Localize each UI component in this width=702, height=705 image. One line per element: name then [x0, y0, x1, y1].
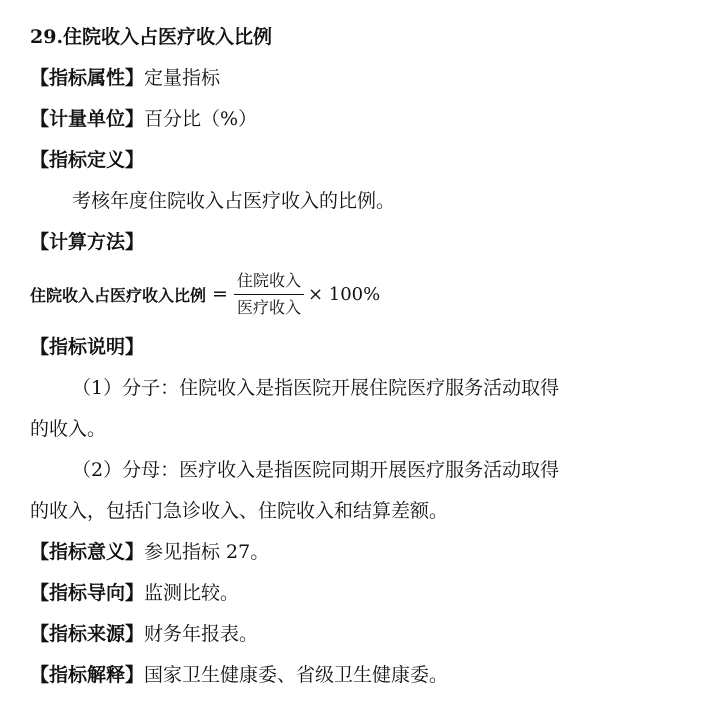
interpretation-label: 【指标解释】 — [30, 664, 145, 686]
explanation-p1-line1: （1）分子：住院收入是指医院开展住院医疗服务活动取得 — [72, 377, 560, 399]
explanation-p2-line2: 的收入，包括门急诊收入、住院收入和结算差额。 — [30, 500, 449, 522]
source-label: 【指标来源】 — [30, 623, 145, 645]
method-row — [30, 229, 682, 255]
direction-label: 【指标导向】 — [30, 582, 145, 604]
definition-text: 考核年度住院收入占医疗收入的比例。 — [72, 190, 396, 212]
explanation-row — [30, 334, 682, 360]
formula-fraction — [234, 271, 304, 318]
attribute-value: 定量指标 — [144, 67, 221, 89]
meaning-value: 参见指标 27。 — [144, 541, 270, 563]
calculation-formula — [30, 266, 380, 322]
formula-numerator: 住院收入 — [234, 271, 304, 295]
unit-label: 【计量单位】 — [30, 108, 145, 130]
formula-lhs: 住院收入占医疗收入比例 — [30, 285, 207, 305]
direction-row — [30, 580, 682, 606]
explanation-label: 【指标说明】 — [30, 336, 145, 358]
explanation-p2-line1: （2）分母：医疗收入是指医院同期开展医疗服务活动取得 — [72, 459, 560, 481]
interpretation-row — [30, 662, 682, 688]
formula-equals: = — [212, 283, 228, 305]
indicator-title: 29.住院收入占医疗收入比例 — [30, 26, 273, 48]
source-row — [30, 621, 682, 647]
unit-row — [30, 106, 682, 132]
definition-label: 【指标定义】 — [30, 149, 145, 171]
definition-row — [30, 147, 682, 173]
meaning-label: 【指标意义】 — [30, 541, 145, 563]
formula-denominator: 医疗收入 — [236, 297, 301, 317]
explanation-p1-line2: 的收入。 — [30, 418, 107, 440]
method-label: 【计算方法】 — [30, 231, 145, 253]
source-value: 财务年报表。 — [144, 623, 259, 645]
interpretation-value: 国家卫生健康委、省级卫生健康委。 — [144, 664, 449, 686]
formula-multiplier: × 100% — [307, 283, 381, 305]
attribute-row — [30, 65, 682, 91]
unit-value: 百分比（%） — [144, 108, 258, 130]
direction-value: 监测比较。 — [144, 582, 240, 604]
attribute-label: 【指标属性】 — [30, 67, 145, 89]
meaning-row — [30, 539, 682, 565]
